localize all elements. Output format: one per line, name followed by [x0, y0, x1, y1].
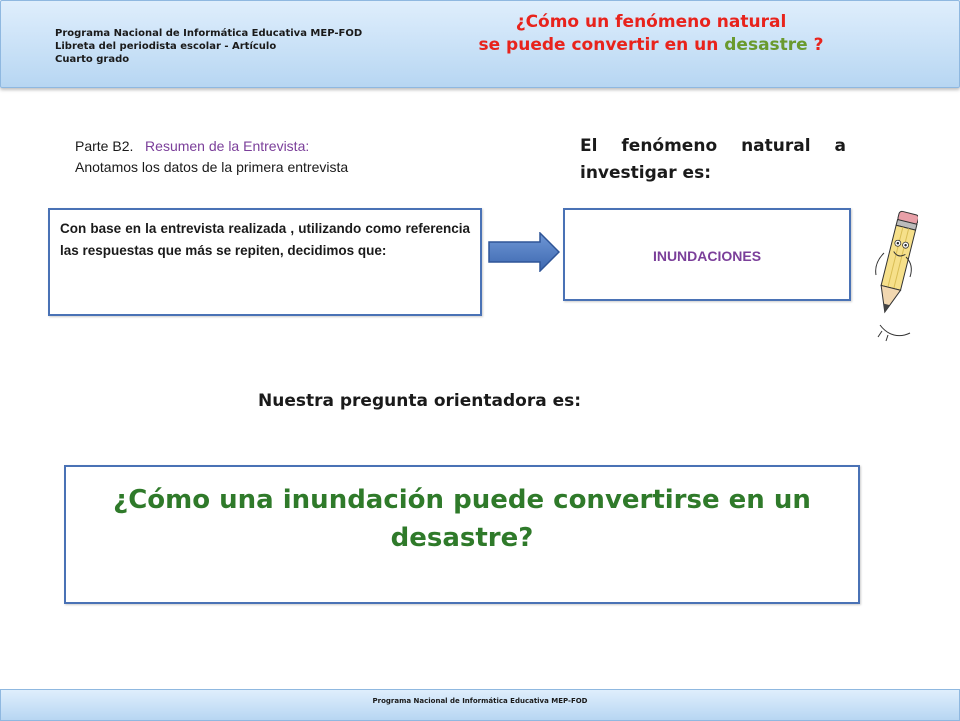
section-part-line	[75, 136, 348, 157]
section-subtitle: Anotamos los datos de la primera entrevista	[75, 159, 349, 175]
footer-banner	[0, 689, 960, 721]
decision-box	[48, 208, 482, 316]
program-line: Programa Nacional de Informática Educativa MEP-FOD	[55, 28, 363, 39]
section-part: Parte B2.	[75, 138, 134, 154]
phenomenon-label-line-1	[580, 133, 846, 160]
pencil-mascot-icon	[868, 205, 918, 345]
phenomenon-answer: INUNDACIONES	[652, 248, 762, 264]
header-banner	[0, 0, 960, 88]
phenomenon-word: a	[834, 136, 846, 156]
section-heading	[75, 136, 348, 178]
title-line-2-suffix: ?	[807, 35, 824, 55]
phenomenon-word: natural	[741, 136, 811, 156]
title-line-2	[441, 34, 861, 57]
notebook-line: Libreta del periodista escolar - Artículo	[55, 41, 277, 52]
program-info	[55, 27, 362, 66]
guiding-question: ¿Cómo una inundación puede convertirse en un desastre?	[113, 485, 811, 553]
guiding-question-box	[64, 465, 860, 604]
guiding-question-label: Nuestra pregunta orientadora es:	[258, 391, 582, 411]
phenomenon-word: fenómeno	[621, 136, 718, 156]
footer-text: Programa Nacional de Informática Educativa MEP-FOD	[372, 697, 588, 705]
grade-line: Cuarto grado	[55, 54, 130, 65]
phenomenon-label-line-2: investigar es:	[580, 163, 712, 183]
phenomenon-label	[580, 133, 846, 187]
phenomenon-answer-box	[563, 208, 851, 301]
title-highlight: desastre	[724, 35, 808, 55]
phenomenon-word: El	[580, 136, 598, 156]
section-part-title: Resumen de la Entrevista:	[145, 138, 310, 154]
title-line-2-prefix: se puede convertir en un	[478, 35, 719, 55]
page-title	[441, 11, 861, 57]
decision-text: Con base en la entrevista realizada , utilizando como referencia las respuestas que más se repiten, decidimos que:	[60, 221, 470, 258]
title-line-1: ¿Cómo un fenómeno natural	[515, 12, 787, 32]
right-arrow-icon	[488, 232, 560, 272]
